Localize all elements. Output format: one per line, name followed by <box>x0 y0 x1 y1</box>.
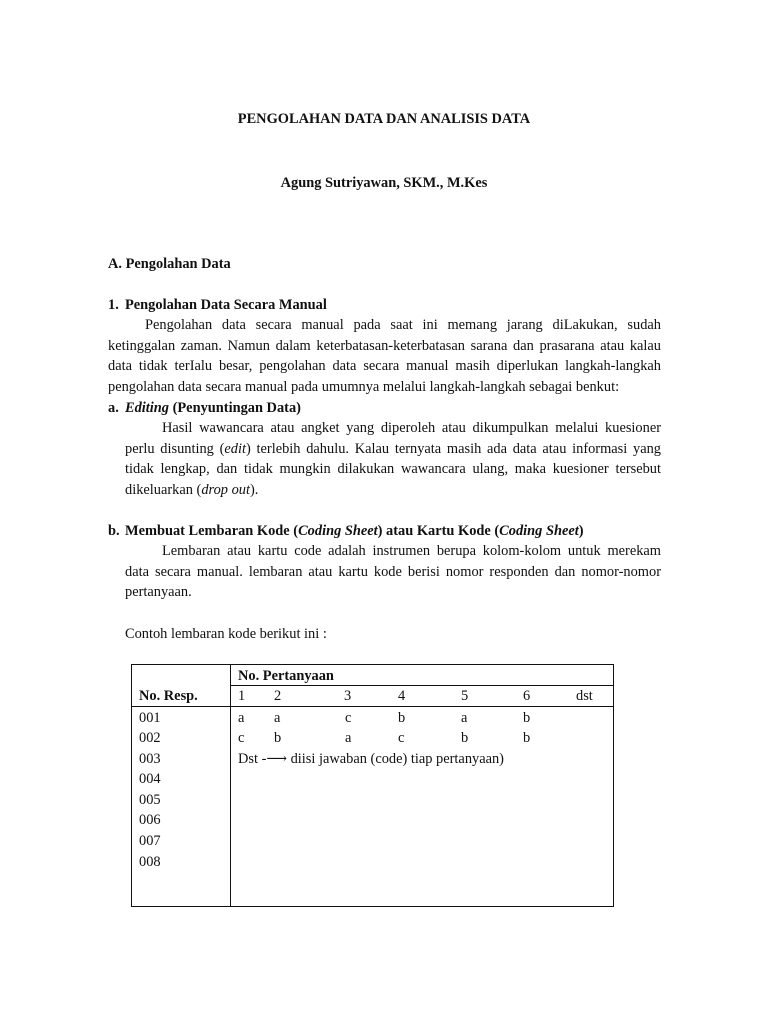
header-respondent: No. Resp. <box>139 688 198 704</box>
paragraph-manual-processing <box>108 315 661 398</box>
answer-cell: c <box>345 710 352 726</box>
paragraph-line: ketinggalan zaman. Namun dalam keterbatasan-keterbatasan sarana dan prasarana atau kalau <box>108 337 661 354</box>
text-run-italic: drop out <box>201 482 250 499</box>
question-number: 3 <box>344 688 352 704</box>
header-questions: No. Pertanyaan <box>238 668 334 684</box>
text-run: ) terlebih dahulu. Kalau ternyata masih ada data atau informasi yang <box>246 440 661 457</box>
respondent-number: 002 <box>139 730 161 746</box>
respondent-number: 007 <box>139 833 161 849</box>
question-number: 6 <box>523 688 531 704</box>
answer-cell: a <box>238 710 245 726</box>
answer-cell: c <box>398 730 405 746</box>
item-heading-coding-sheet <box>125 521 584 542</box>
question-number: 1 <box>238 688 246 704</box>
question-number: dst <box>576 688 593 704</box>
heading-run: ) <box>578 523 584 539</box>
subsection-number: 1. <box>108 297 119 313</box>
subsection-heading: Pengolahan Data Secara Manual <box>125 297 327 313</box>
respondent-number: 008 <box>139 854 161 870</box>
respondent-number: 006 <box>139 812 161 828</box>
question-number: 4 <box>398 688 406 704</box>
paragraph-line: data tidak terIalu besar, pengolahan data secara manual masih diperlukan langkah-langkah <box>108 358 661 375</box>
heading-run: ) atau Kartu Kode ( <box>377 523 500 539</box>
paragraph-line: Pengolahan data secara manual pada saat ini memang jarang diLakukan, sudah <box>145 317 661 333</box>
heading-run-italic: Coding Sheet <box>298 523 378 539</box>
item-label: b. <box>108 523 120 539</box>
text-run: ). <box>249 482 259 499</box>
section-heading: A. Pengolahan Data <box>108 256 231 272</box>
answer-cell: b <box>523 730 531 746</box>
answer-cell: b <box>398 710 406 726</box>
table-note: Dst -⟶ diisi jawaban (code) tiap pertanyaan) <box>238 751 504 767</box>
answer-cell: a <box>274 710 281 726</box>
coding-sheet-table <box>131 664 614 907</box>
text-run: dikeluarkan ( <box>125 482 202 499</box>
answer-cell: c <box>238 730 245 746</box>
row-divider <box>132 706 613 707</box>
paragraph-editing <box>125 418 661 501</box>
paragraph-line <box>125 439 661 460</box>
paragraph-line <box>125 480 661 501</box>
answer-cell: b <box>461 730 469 746</box>
paragraph-line: pertanyaan. <box>125 584 192 601</box>
author-name: Agung Sutriyawan, SKM., M.Kes <box>280 175 488 191</box>
respondent-number: 003 <box>139 751 161 767</box>
answer-cell: b <box>523 710 531 726</box>
example-caption: Contoh lembaran kode berikut ini : <box>125 626 327 642</box>
question-number: 5 <box>461 688 469 704</box>
item-heading-editing <box>125 398 301 419</box>
respondent-number: 004 <box>139 771 161 787</box>
heading-italic: Editing <box>125 400 169 416</box>
text-run-italic: edit <box>224 440 246 457</box>
paragraph-line: Hasil wawancara atau angket yang diperoleh atau dikumpulkan melalui kuesioner <box>162 420 661 436</box>
paragraph-line: pengolahan data secara manual pada umumnya melalui langkah-langkah sebagai benkut: <box>108 379 620 396</box>
paragraph-line: Lembaran atau kartu code adalah instrumen berupa kolom-kolom untuk merekam <box>162 543 661 559</box>
heading-run: Membuat Lembaran Kode ( <box>125 523 299 539</box>
respondent-number: 005 <box>139 792 161 808</box>
heading-run-italic: Coding Sheet <box>499 523 579 539</box>
respondent-number: 001 <box>139 710 161 726</box>
text-run: perlu disunting ( <box>125 440 225 457</box>
column-divider <box>230 665 231 906</box>
question-number: 2 <box>274 688 282 704</box>
answer-cell: b <box>274 730 282 746</box>
heading-rest: (Penyuntingan Data) <box>169 400 301 416</box>
item-label: a. <box>108 400 119 416</box>
answer-cell: a <box>461 710 468 726</box>
document-title: PENGOLAHAN DATA DAN ANALISIS DATA <box>237 111 531 127</box>
paragraph-line: data secara manual. lembaran atau kartu kode berisi nomor responden dan nomor-nomor <box>125 563 661 580</box>
answer-cell: a <box>345 730 352 746</box>
paragraph-coding-sheet <box>125 541 661 603</box>
paragraph-line: tidak lengkap, dan tidak mungkin dilakukan wawancara ulang, maka kuesioner tersebut <box>125 461 661 478</box>
